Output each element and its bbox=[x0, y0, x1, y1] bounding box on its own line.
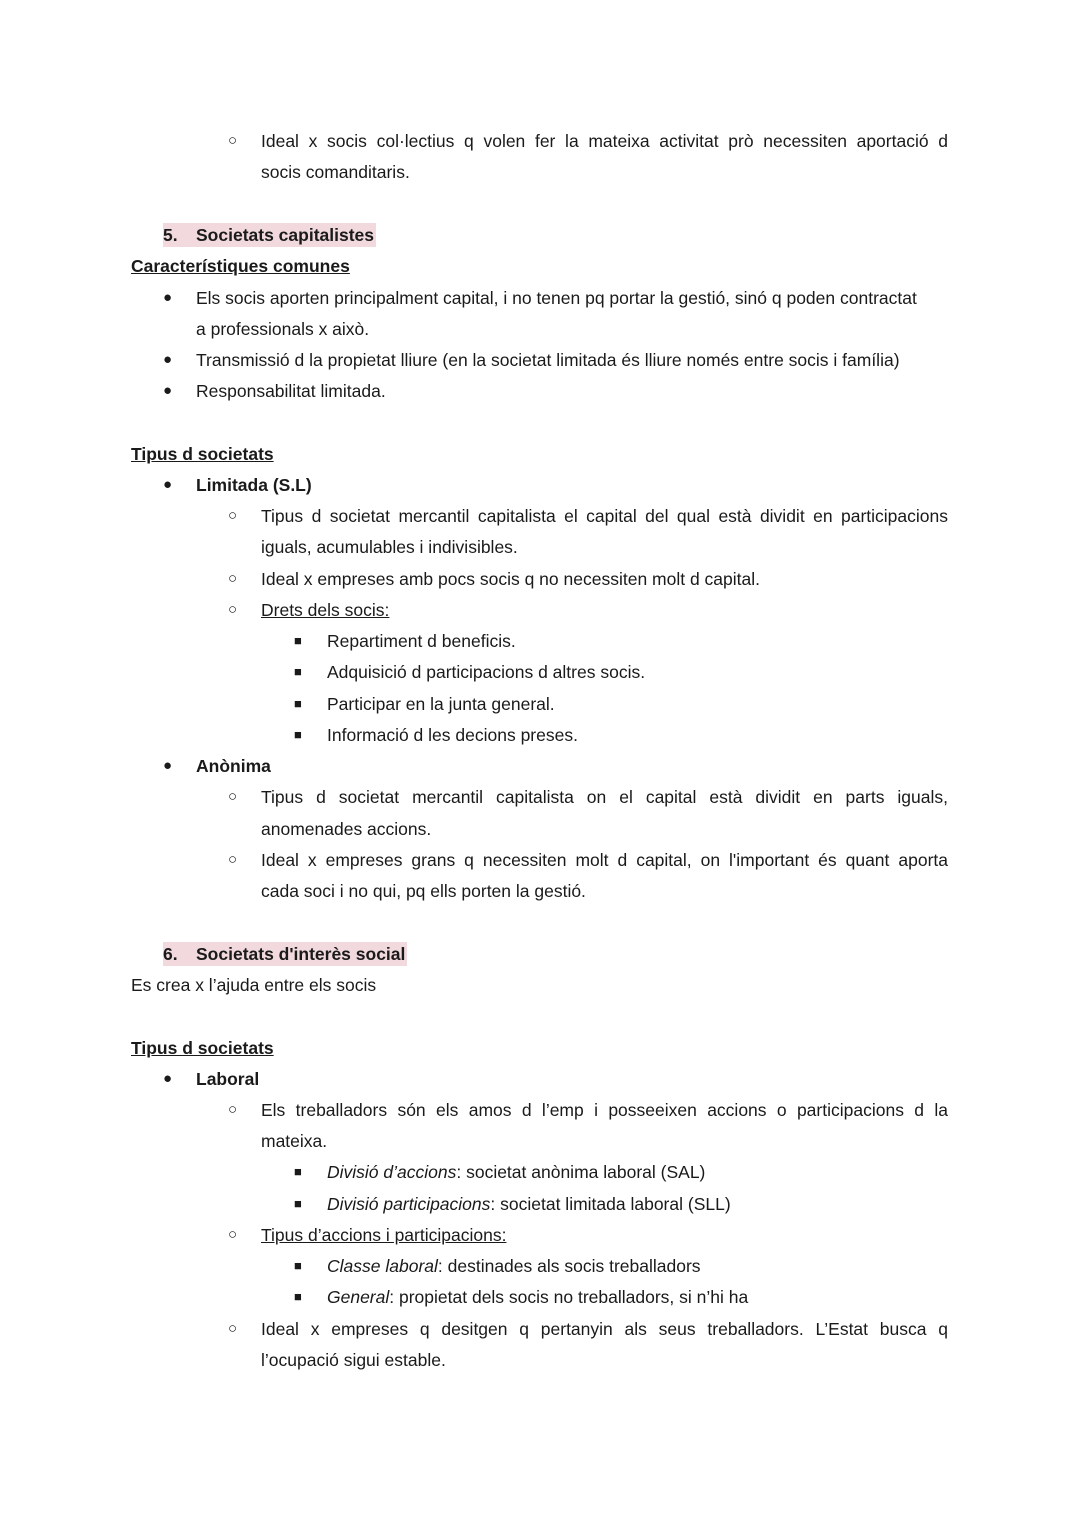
list-item bbox=[0, 848, 1080, 872]
list-item-text: Transmissió d la propietat lliure (en la societat limitada és lliure només entre socis i família) bbox=[196, 350, 900, 370]
square-bullet-icon: ■ bbox=[294, 1289, 302, 1304]
circle-bullet-icon: ○ bbox=[228, 788, 238, 805]
list-item-text: Ideal x empreses grans q necessiten molt d capital, on l'important és quant aporta bbox=[261, 850, 948, 870]
types-heading: Tipus d societats bbox=[131, 1038, 274, 1058]
list-item bbox=[0, 567, 1080, 591]
types-heading: Tipus d societats bbox=[131, 444, 274, 464]
laboral-title: Laboral bbox=[196, 1069, 260, 1089]
circle-bullet-icon: ○ bbox=[228, 132, 238, 149]
list-item-text bbox=[327, 1192, 731, 1216]
term-text: : propietat dels socis no treballadors, si n’hi ha bbox=[389, 1287, 749, 1307]
list-item bbox=[0, 785, 1080, 809]
list-item-text: Repartiment d beneficis. bbox=[327, 631, 516, 651]
list-item-continuation bbox=[0, 535, 1080, 559]
list-item bbox=[0, 1223, 1080, 1247]
term-label: Divisió participacions bbox=[327, 1194, 491, 1214]
circle-bullet-icon: ○ bbox=[228, 1320, 238, 1337]
square-bullet-icon: ■ bbox=[294, 727, 302, 742]
circle-bullet-icon: ○ bbox=[228, 1101, 238, 1118]
share-types-heading: Tipus d’accions i participacions: bbox=[261, 1225, 507, 1245]
list-item-text: Els treballadors són els amos d l’emp i posseeixen accions o participacions d la bbox=[261, 1100, 948, 1120]
list-item bbox=[0, 129, 1080, 153]
section-title-text: Societats d'interès social bbox=[196, 944, 406, 964]
disc-bullet-icon: ● bbox=[163, 757, 173, 774]
common-features-heading: Característiques comunes bbox=[131, 256, 350, 276]
paragraph bbox=[0, 973, 1080, 997]
circle-bullet-icon: ○ bbox=[228, 570, 238, 587]
list-item bbox=[0, 598, 1080, 622]
term-label: Classe laboral bbox=[327, 1256, 438, 1276]
section-5-title bbox=[163, 223, 376, 247]
list-item-text: Tipus d societat mercantil capitalista el capital del qual està dividit en participacions bbox=[261, 506, 948, 526]
list-item-text: Ideal x empreses q desitgen q pertanyin als seus treballadors. L’Estat busca q bbox=[261, 1319, 948, 1339]
list-item-continuation bbox=[0, 1129, 1080, 1153]
square-bullet-icon: ■ bbox=[294, 664, 302, 679]
list-item-text: Informació d les decions preses. bbox=[327, 725, 578, 745]
limitada-title: Limitada (S.L) bbox=[196, 475, 312, 495]
list-item-text: Ideal x empreses amb pocs socis q no necessiten molt d capital. bbox=[261, 569, 760, 589]
square-bullet-icon: ■ bbox=[294, 696, 302, 711]
list-item-text: cada soci i no qui, pq ells porten la gestió. bbox=[261, 881, 586, 901]
subheading bbox=[0, 442, 1080, 466]
list-item-text: Participar en la junta general. bbox=[327, 694, 555, 714]
list-item-continuation bbox=[0, 1348, 1080, 1372]
term-text: : societat limitada laboral (SLL) bbox=[490, 1194, 731, 1214]
list-item bbox=[0, 1285, 1080, 1309]
list-item-text: l’ocupació sigui estable. bbox=[261, 1350, 446, 1370]
term-label: Divisió d’accions bbox=[327, 1162, 457, 1182]
list-item bbox=[0, 692, 1080, 716]
list-item bbox=[0, 473, 1080, 497]
list-item bbox=[0, 1160, 1080, 1184]
list-item-text bbox=[327, 1285, 748, 1309]
list-item-text: Adquisició d participacions d altres socis. bbox=[327, 662, 646, 682]
circle-bullet-icon: ○ bbox=[228, 507, 238, 524]
section-number: 5. bbox=[163, 225, 178, 245]
list-item bbox=[0, 348, 1080, 372]
list-item-text: socis comanditaris. bbox=[261, 162, 410, 182]
list-item bbox=[0, 754, 1080, 778]
list-item bbox=[0, 629, 1080, 653]
list-item-continuation bbox=[0, 317, 1080, 341]
disc-bullet-icon: ● bbox=[163, 289, 173, 306]
list-item-continuation bbox=[0, 879, 1080, 903]
square-bullet-icon: ■ bbox=[294, 1258, 302, 1273]
anonima-title: Anònima bbox=[196, 756, 271, 776]
list-item bbox=[0, 286, 1080, 310]
section-6-title bbox=[163, 942, 407, 966]
list-item bbox=[0, 1098, 1080, 1122]
disc-bullet-icon: ● bbox=[163, 476, 173, 493]
list-item bbox=[0, 1067, 1080, 1091]
list-item bbox=[0, 504, 1080, 528]
list-item bbox=[0, 1317, 1080, 1341]
square-bullet-icon: ■ bbox=[294, 1164, 302, 1179]
list-item-text: Els socis aporten principalment capital, i no tenen pq portar la gestió, sinó q poden contractat bbox=[196, 288, 917, 308]
list-item-text: mateixa. bbox=[261, 1131, 328, 1151]
list-item-continuation bbox=[0, 160, 1080, 184]
disc-bullet-icon: ● bbox=[163, 1070, 173, 1087]
subheading bbox=[0, 1036, 1080, 1060]
section-heading bbox=[0, 942, 1080, 966]
circle-bullet-icon: ○ bbox=[228, 851, 238, 868]
term-text: : societat anònima laboral (SAL) bbox=[456, 1162, 706, 1182]
section-heading bbox=[0, 223, 1080, 247]
list-item bbox=[0, 723, 1080, 747]
section-title-text: Societats capitalistes bbox=[196, 225, 374, 245]
list-item-text bbox=[327, 1254, 701, 1278]
section-intro: Es crea x l’ajuda entre els socis bbox=[131, 975, 377, 995]
disc-bullet-icon: ● bbox=[163, 351, 173, 368]
term-label: General bbox=[327, 1287, 390, 1307]
section-number: 6. bbox=[163, 944, 178, 964]
list-item-text: Ideal x socis col·lectius q volen fer la mateixa activitat prò necessiten aportació d bbox=[261, 131, 948, 151]
list-item-text: iguals, acumulables i indivisibles. bbox=[261, 537, 518, 557]
list-item bbox=[0, 660, 1080, 684]
list-item bbox=[0, 1192, 1080, 1216]
list-item-text: anomenades accions. bbox=[261, 819, 432, 839]
list-item-text: a professionals x això. bbox=[196, 319, 370, 339]
circle-bullet-icon: ○ bbox=[228, 1226, 238, 1243]
list-item bbox=[0, 379, 1080, 403]
circle-bullet-icon: ○ bbox=[228, 601, 238, 618]
rights-heading: Drets dels socis: bbox=[261, 600, 390, 620]
list-item bbox=[0, 1254, 1080, 1278]
list-item-text: Responsabilitat limitada. bbox=[196, 381, 386, 401]
list-item-continuation bbox=[0, 817, 1080, 841]
square-bullet-icon: ■ bbox=[294, 1196, 302, 1211]
subheading bbox=[0, 254, 1080, 278]
square-bullet-icon: ■ bbox=[294, 633, 302, 648]
list-item-text bbox=[327, 1160, 705, 1184]
term-text: : destinades als socis treballadors bbox=[437, 1256, 701, 1276]
list-item-text: Tipus d societat mercantil capitalista on el capital està dividit en parts iguals, bbox=[261, 787, 948, 807]
disc-bullet-icon: ● bbox=[163, 382, 173, 399]
